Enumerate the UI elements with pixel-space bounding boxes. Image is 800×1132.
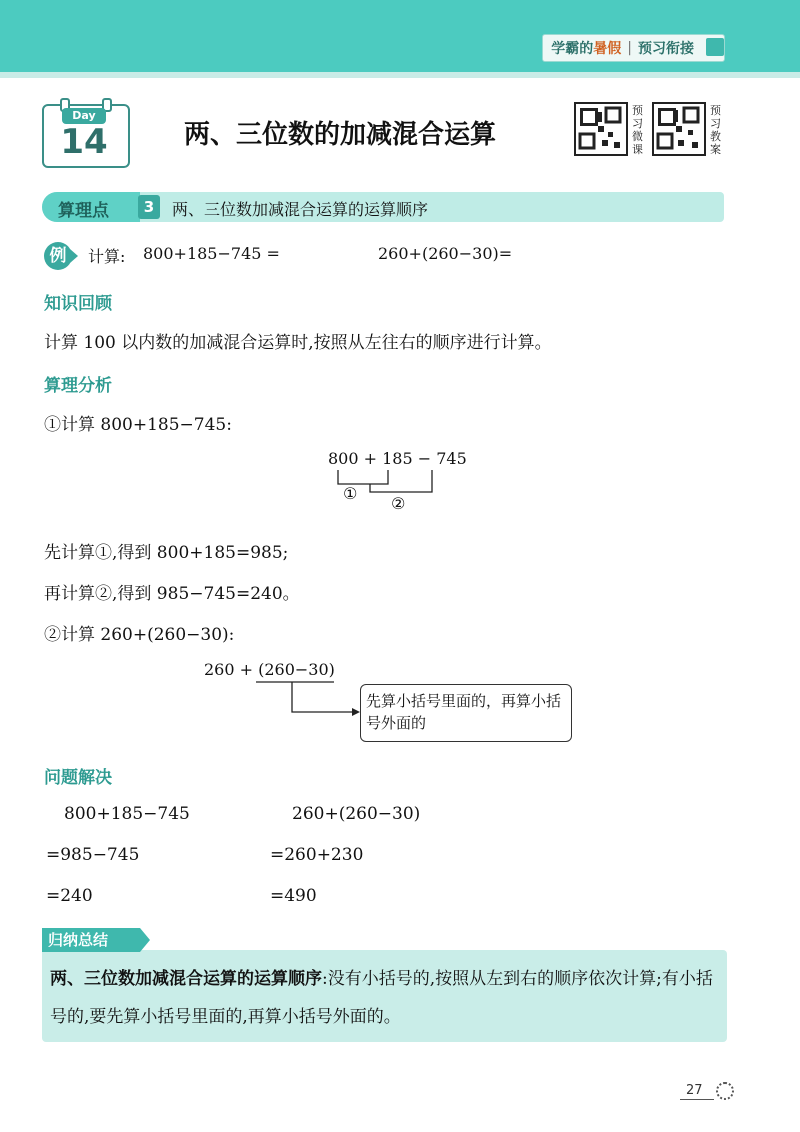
summary-bold: 两、三位数加减混合运算的运算顺序 [50, 969, 322, 989]
diagram1-step-1: ① [343, 484, 358, 503]
solve-heading: 问题解决 [44, 768, 112, 788]
summary-tab: 归纳总结 [42, 928, 140, 952]
solve-col2-line3: =490 [270, 886, 317, 906]
solve-col1-line2: =985−745 [46, 845, 140, 865]
series-left: 学霸的 [551, 41, 594, 57]
page-title: 两、三位数的加减混合运算 [183, 120, 496, 150]
qr-code-icon[interactable] [574, 102, 628, 156]
example-expr-2: 260+(260−30)= [378, 244, 513, 263]
review-text: 计算 100 以内数的加减混合运算时,按照从左往右的顺序进行计算。 [44, 333, 552, 353]
example-expr-1: 800+185−745 = [143, 244, 280, 263]
series-highlight: 暑假 [593, 41, 622, 57]
analysis-item-1: ①计算 800+185−745: [44, 415, 232, 435]
day-number: 14 [60, 122, 108, 162]
sun-icon [716, 1082, 734, 1100]
solve-col1-line3: =240 [46, 886, 93, 906]
day-label: Day [62, 108, 106, 124]
section-title: 两、三位数加减混合运算的运算顺序 [172, 200, 429, 219]
analysis-item-2: ②计算 260+(260−30): [44, 625, 235, 645]
summary-tab-tip [140, 928, 150, 952]
example-badge: 例 [44, 242, 72, 270]
page-number: 27 [686, 1083, 703, 1098]
section-label: 算理点 [58, 201, 109, 221]
diagram2-arrow [250, 680, 362, 720]
analysis-line-1: 先计算①,得到 800+185=985; [44, 543, 289, 563]
book-icon [706, 38, 724, 56]
review-heading: 知识回顾 [44, 294, 112, 314]
series-separator: | [627, 40, 632, 56]
summary-text [50, 960, 722, 1036]
example-arrow-icon [70, 249, 78, 263]
solve-col2-line2: =260+230 [270, 845, 364, 865]
header-strip [0, 72, 800, 78]
qr-label-2: 预习教案 [710, 104, 721, 156]
qr-code-icon[interactable] [652, 102, 706, 156]
qr-label-1: 预习微课 [632, 104, 643, 156]
solve-col2-line1: 260+(260−30) [292, 804, 421, 824]
page-number-underline [680, 1099, 714, 1100]
series-tag [542, 34, 725, 62]
note-text: 先算小括号里面的，再算小括号外面的 [366, 692, 562, 732]
diagram2-expression: 260 + (260−30) [204, 660, 335, 679]
example-prefix: 计算: [88, 247, 126, 266]
diagram1-expression: 800 + 185 − 745 [328, 449, 467, 468]
section-number: 3 [138, 195, 160, 219]
solve-col1-line1: 800+185−745 [64, 804, 190, 824]
summary-body: :没有小括号的,按照从左到右的顺序依次计算;有小括号的,要先算小括号里面的,再算小括号外面的。 [50, 969, 713, 1027]
series-right: 预习衔接 [638, 41, 694, 57]
analysis-line-2: 再计算②,得到 985−745=240。 [44, 584, 300, 604]
diagram1-step-2: ② [391, 494, 406, 513]
analysis-heading: 算理分析 [44, 376, 112, 396]
